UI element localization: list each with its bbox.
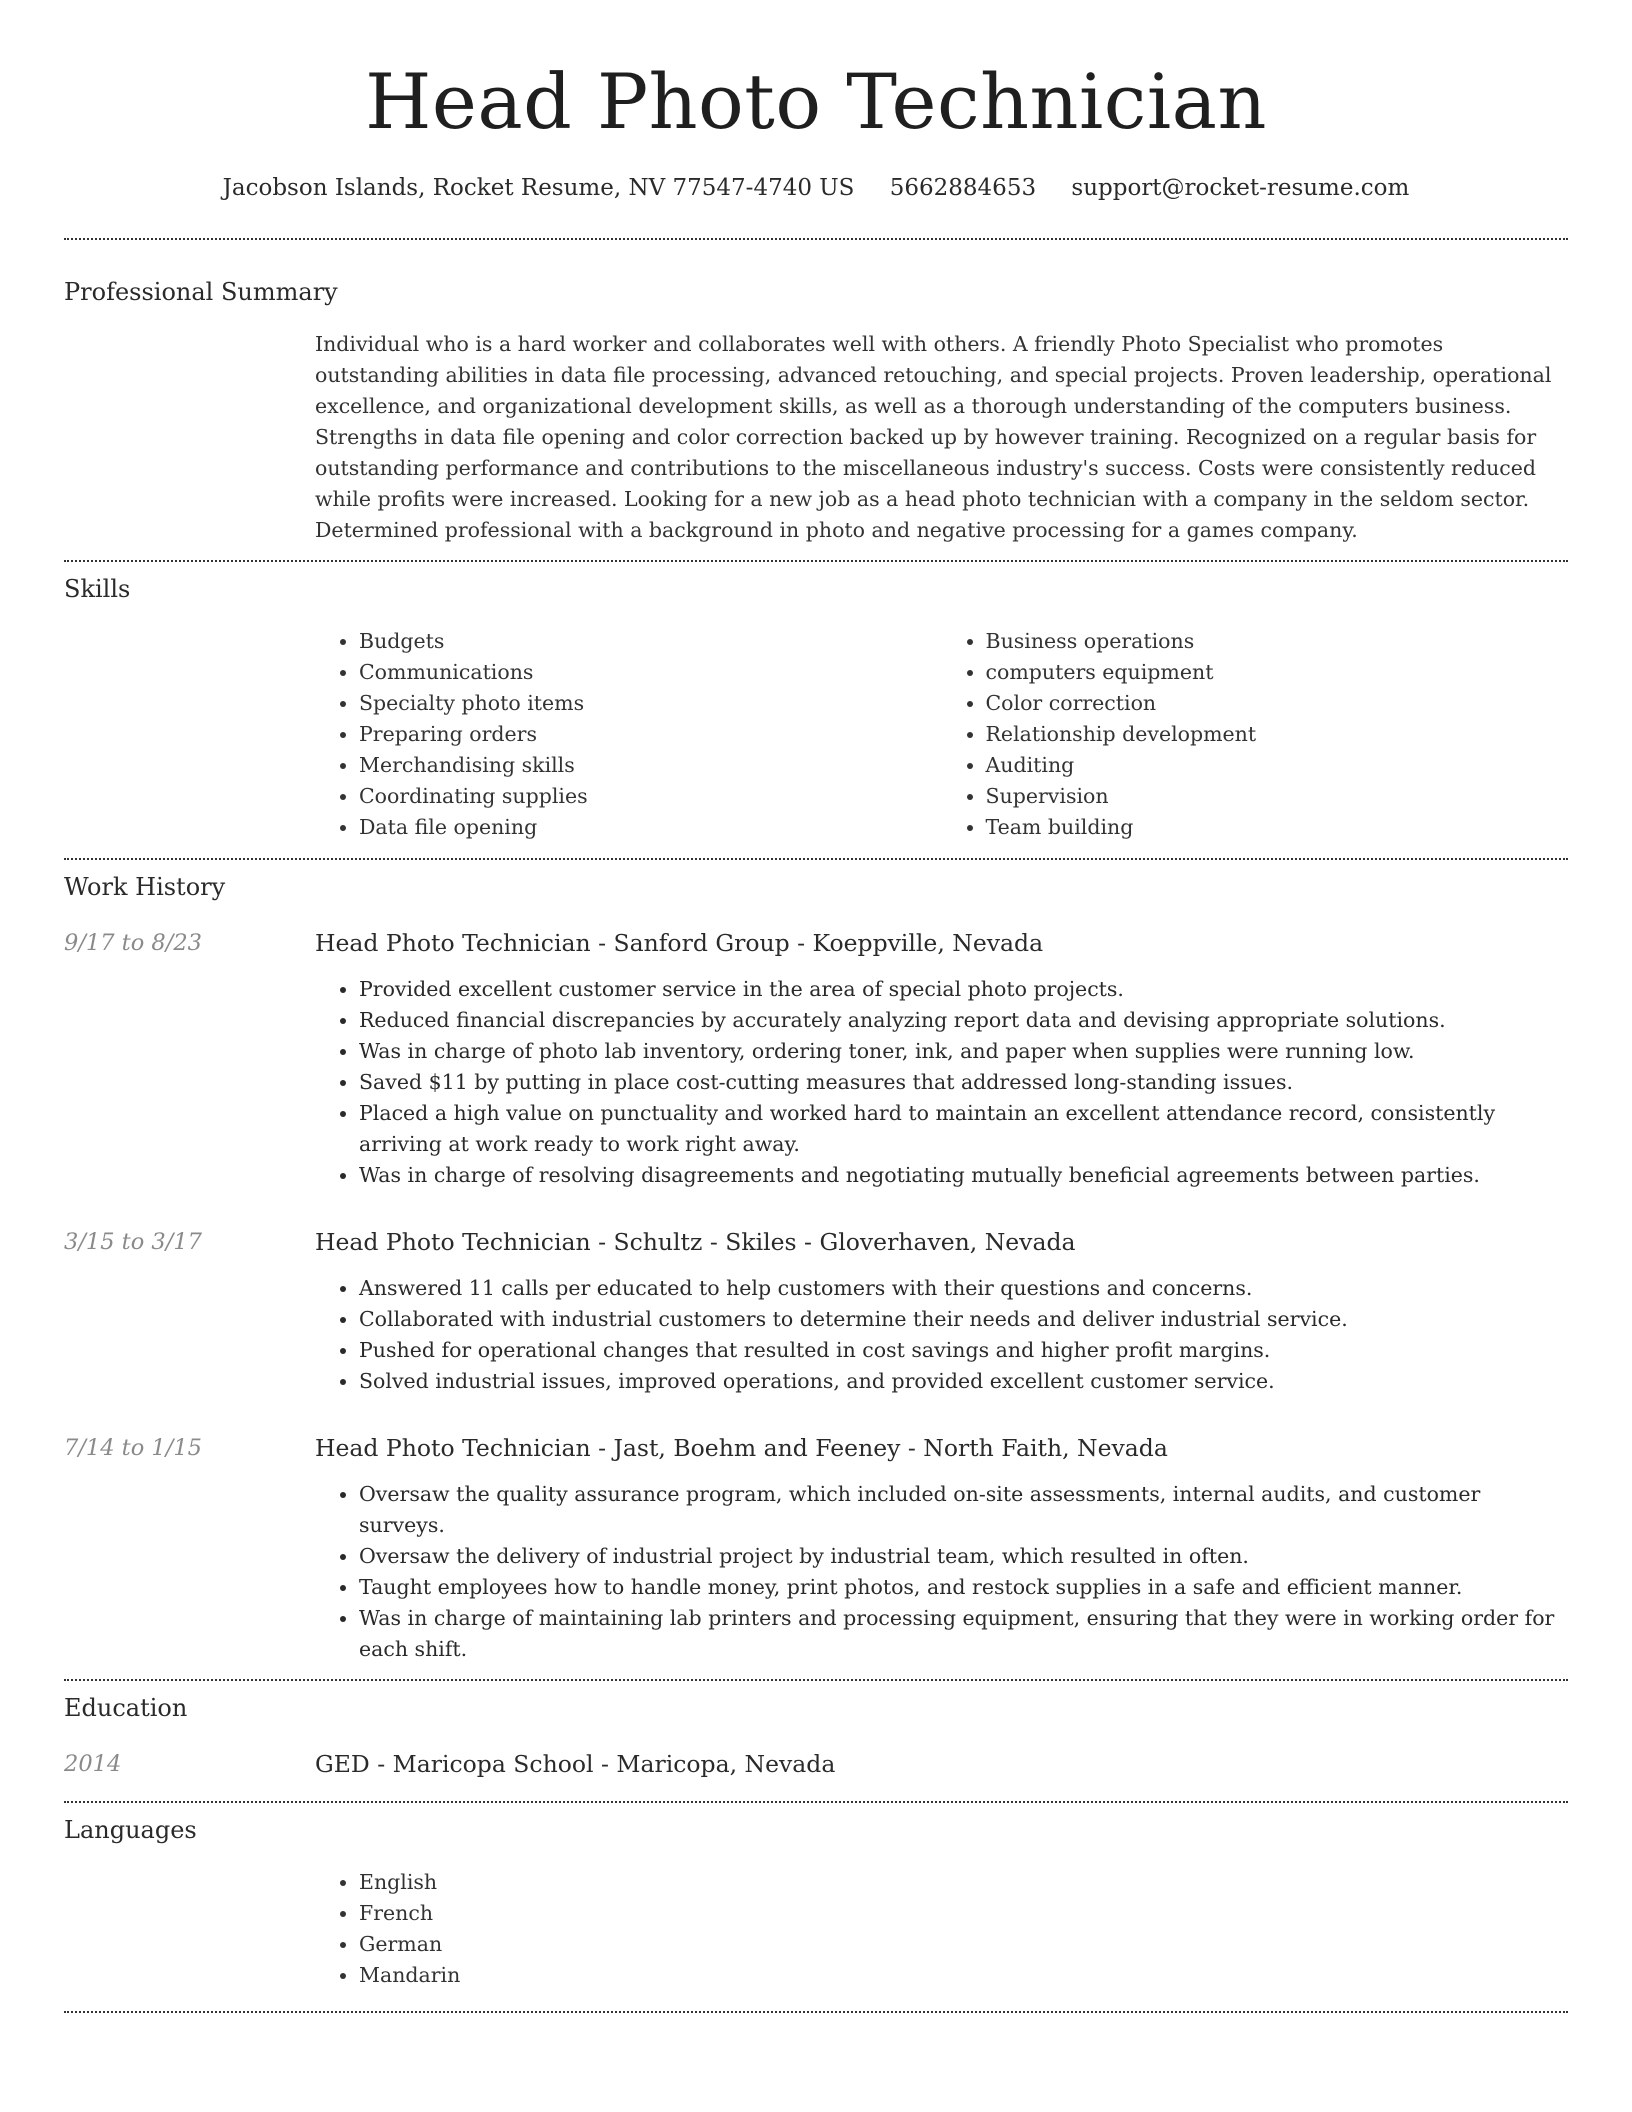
job-bullet: • Reduced financial discrepancies by accurately analyzing report data and devising appropriate solutions. xyxy=(359,1005,1568,1036)
work-history-heading: Work History xyxy=(64,873,226,901)
job-bullets xyxy=(315,1479,1568,1665)
job-title: Head Photo Technician - Sanford Group - Koeppville, Nevada xyxy=(315,929,1044,957)
skill-item: • computers equipment xyxy=(986,657,1569,688)
skill-item: • Team building xyxy=(986,812,1569,843)
work-history-section xyxy=(64,860,1568,1665)
resume-header xyxy=(64,0,1568,204)
languages-heading: Languages xyxy=(64,1816,197,1844)
skill-item: • Specialty photo items xyxy=(359,688,942,719)
language-item: • German xyxy=(359,1929,1568,1960)
job-bullet: • Taught employees how to handle money, print photos, and restock supplies in a safe and efficient manner. xyxy=(359,1572,1568,1603)
job-bullet: • Provided excellent customer service in the area of special photo projects. xyxy=(359,974,1568,1005)
job-bullet: • Answered 11 calls per educated to help customers with their questions and concerns. xyxy=(359,1273,1568,1304)
education-section xyxy=(64,1681,1568,1781)
job-bullets xyxy=(315,1273,1568,1397)
skill-item: • Color correction xyxy=(986,688,1569,719)
skills-grid xyxy=(315,626,1568,843)
job-bullets xyxy=(315,974,1568,1191)
skill-item: • Business operations xyxy=(986,626,1569,657)
summary-content xyxy=(315,329,1568,546)
education-title: GED - Maricopa School - Maricopa, Nevada xyxy=(315,1750,836,1778)
contact-address: Jacobson Islands, Rocket Resume, NV 77547-4740 US xyxy=(222,175,855,201)
contact-line xyxy=(64,172,1568,204)
job-bullet: • Was in charge of photo lab inventory, ordering toner, ink, and paper when supplies were running low. xyxy=(359,1036,1568,1067)
resume-page xyxy=(64,0,1568,2013)
section-divider xyxy=(64,2011,1568,2013)
skill-item: • Auditing xyxy=(986,750,1569,781)
job-body xyxy=(315,1431,1568,1665)
job-bullet: • Solved industrial issues, improved operations, and provided excellent customer service. xyxy=(359,1366,1568,1397)
job-body xyxy=(315,926,1568,1191)
skill-item: • Supervision xyxy=(986,781,1569,812)
candidate-name: Head Photo Technician xyxy=(365,57,1267,146)
skills-section xyxy=(64,562,1568,843)
language-item: • Mandarin xyxy=(359,1960,1568,1991)
contact-phone: 5662884653 xyxy=(889,175,1037,201)
job-bullet: • Oversaw the delivery of industrial project by industrial team, which resulted in often. xyxy=(359,1541,1568,1572)
summary-text: Individual who is a hard worker and collaborates well with others. A friendly Photo Specialist who promotes outstanding abilities in data file processing, advanced retouching, and special projects. Proven leadership, operational excellence, and organizational development skills, as well as a thorough understanding of the computers business. Strengths in data file opening and color correction backed up by however training. Recognized on a regular basis for outstanding performance and contributions to the miscellaneous industry's success. Costs were consistently reduced while profits were increased. Looking for a new job as a head photo technician with a company in the seldom sector. Determined professional with a background in photo and negative processing for a games company. xyxy=(315,332,1552,542)
language-item: • English xyxy=(359,1867,1568,1898)
job-bullet: • Pushed for operational changes that resulted in cost savings and higher profit margins. xyxy=(359,1335,1568,1366)
skill-item: • Budgets xyxy=(359,626,942,657)
skill-item: • Data file opening xyxy=(359,812,942,843)
job-body xyxy=(315,1225,1568,1397)
job-bullet: • Was in charge of resolving disagreements and negotiating mutually beneficial agreements between parties. xyxy=(359,1160,1568,1191)
job-title: Head Photo Technician - Schultz - Skiles - Gloverhaven, Nevada xyxy=(315,1228,1076,1256)
summary-section xyxy=(64,240,1568,546)
skills-heading: Skills xyxy=(64,575,131,603)
skill-item: • Communications xyxy=(359,657,942,688)
languages-content xyxy=(315,1867,1568,1991)
skill-item: • Coordinating supplies xyxy=(359,781,942,812)
education-year: 2014 xyxy=(64,1751,122,1777)
job-dates: 3/15 to 3/17 xyxy=(64,1229,202,1255)
job-entry xyxy=(64,1225,1568,1397)
languages-list xyxy=(315,1867,1568,1991)
education-entry xyxy=(64,1747,1568,1781)
languages-section xyxy=(64,1803,1568,1991)
job-entry xyxy=(64,926,1568,1191)
education-heading: Education xyxy=(64,1694,188,1722)
job-bullet: • Collaborated with industrial customers to determine their needs and deliver industrial service. xyxy=(359,1304,1568,1335)
summary-heading: Professional Summary xyxy=(64,278,338,306)
skills-list-left xyxy=(315,626,942,843)
skills-list-right xyxy=(942,626,1569,843)
job-dates: 7/14 to 1/15 xyxy=(64,1435,202,1461)
skill-item: • Preparing orders xyxy=(359,719,942,750)
contact-email: support@rocket-resume.com xyxy=(1071,175,1410,201)
skill-item: • Merchandising skills xyxy=(359,750,942,781)
job-bullet: • Was in charge of maintaining lab printers and processing equipment, ensuring that they were in working order for each shift. xyxy=(359,1603,1568,1665)
education-body xyxy=(315,1747,1568,1781)
job-entry xyxy=(64,1431,1568,1665)
language-item: • French xyxy=(359,1898,1568,1929)
job-bullet: • Placed a high value on punctuality and worked hard to maintain an excellent attendance record, consistently arriving at work ready to work right away. xyxy=(359,1098,1568,1160)
skill-item: • Relationship development xyxy=(986,719,1569,750)
job-dates: 9/17 to 8/23 xyxy=(64,930,202,956)
job-bullet: • Oversaw the quality assurance program, which included on-site assessments, internal audits, and customer surveys. xyxy=(359,1479,1568,1541)
job-title: Head Photo Technician - Jast, Boehm and Feeney - North Faith, Nevada xyxy=(315,1434,1168,1462)
job-bullet: • Saved $11 by putting in place cost-cutting measures that addressed long-standing issues. xyxy=(359,1067,1568,1098)
